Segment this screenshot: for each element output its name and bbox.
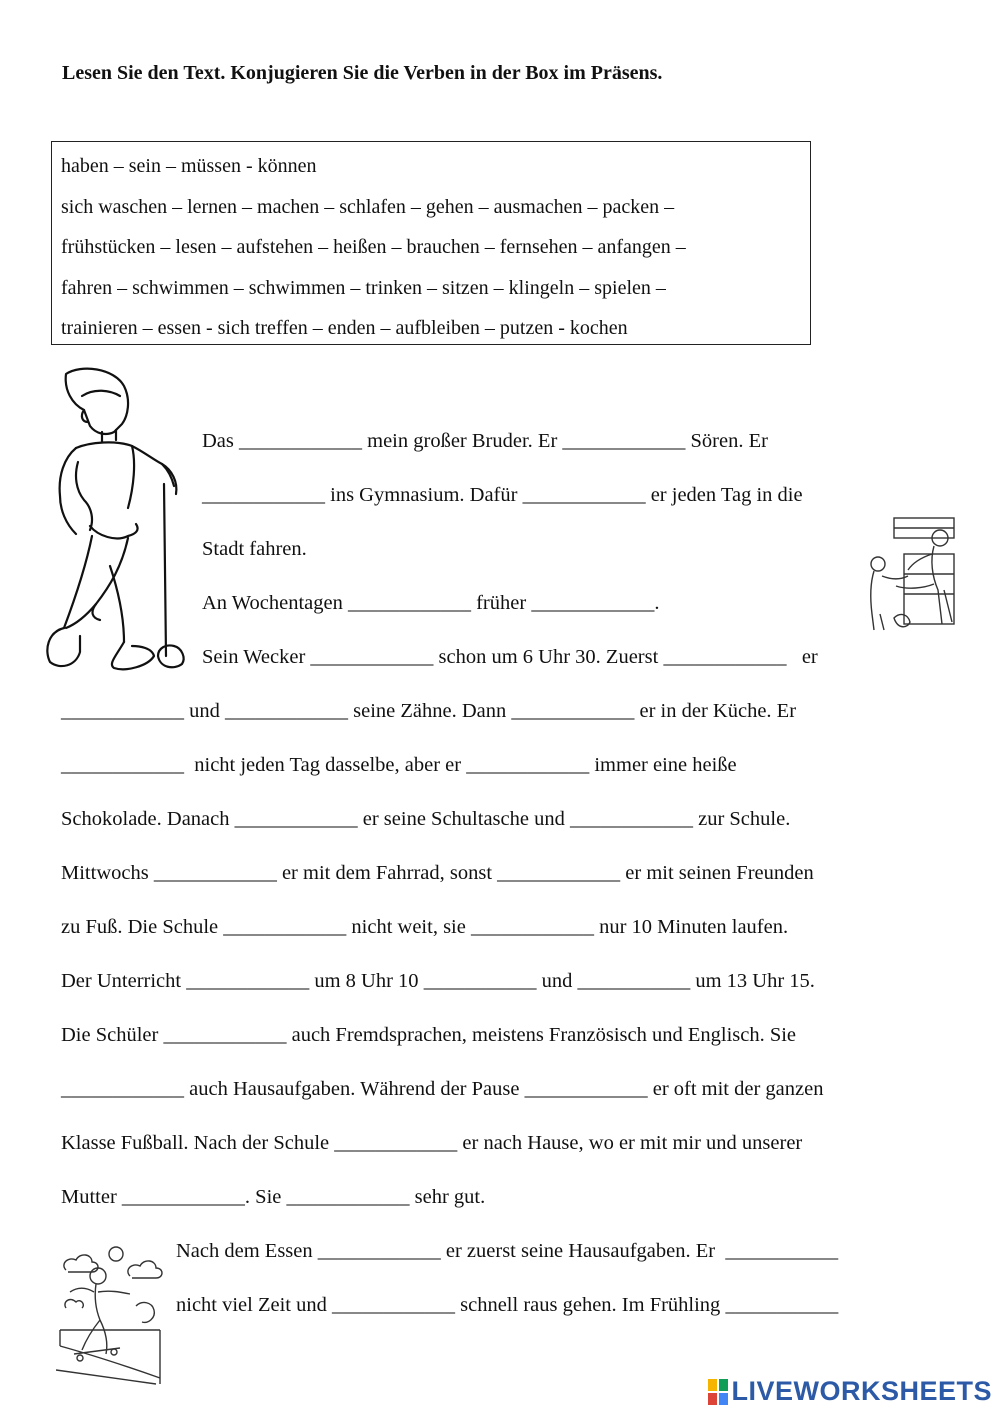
text-segment: nicht viel Zeit und: [176, 1294, 332, 1316]
instruction-heading: Lesen Sie den Text. Konjugieren Sie die Verben in der Box im Präsens.: [62, 62, 663, 84]
text-segment: Die Schüler: [61, 1024, 164, 1046]
text-segment: nur 10 Minuten laufen.: [593, 916, 789, 938]
gap-blank-12[interactable]: ____________: [61, 754, 184, 776]
text-line: [61, 1184, 485, 1210]
gap-blank-11[interactable]: ____________: [511, 700, 635, 722]
text-segment: er nach Hause, wo er mit mir und unserer: [457, 1132, 803, 1154]
gap-blank-15[interactable]: ____________: [569, 808, 693, 830]
gap-blank-14[interactable]: ____________: [234, 808, 358, 830]
text-line: [202, 482, 803, 508]
text-segment: Klasse Fußball. Nach der Schule: [61, 1132, 335, 1154]
gap-blank-8[interactable]: ____________: [663, 646, 787, 668]
text-segment: zur Schule.: [692, 808, 791, 830]
text-segment: An Wochentagen: [202, 592, 348, 614]
verb-line: fahren – schwimmen – schwimmen – trinken – sitzen – klingeln – spielen –: [61, 276, 666, 299]
gap-blank-10[interactable]: ____________: [225, 700, 348, 722]
gap-blank-25[interactable]: ____________: [524, 1078, 648, 1100]
text-segment: er oft mit der ganzen: [647, 1078, 824, 1100]
gap-blank-4[interactable]: ____________: [522, 484, 646, 506]
gap-blank-29[interactable]: ____________: [317, 1240, 441, 1262]
text-segment: und: [184, 700, 225, 722]
text-segment: ins Gymnasium. Dafür: [325, 484, 523, 506]
gap-blank-6[interactable]: ____________: [531, 592, 655, 614]
text-line: [61, 860, 814, 886]
gap-blank-7[interactable]: ____________: [310, 646, 434, 668]
text-line: [202, 536, 307, 562]
boy-illustration: [36, 366, 196, 682]
gap-blank-31[interactable]: ____________: [332, 1294, 455, 1316]
liveworksheets-logo-icon: [708, 1379, 728, 1405]
text-segment: er seine Schultasche und: [357, 808, 570, 830]
text-segment: schnell raus gehen. Im Frühling: [455, 1294, 726, 1316]
text-segment: er mit dem Fahrrad, sonst: [276, 862, 498, 884]
text-segment: um 8 Uhr 10: [309, 970, 424, 992]
text-segment: nicht weit, sie: [346, 916, 471, 938]
gap-blank-9[interactable]: ____________: [61, 700, 184, 722]
text-segment: er in der Küche. Er: [634, 700, 797, 722]
text-segment: mein großer Bruder. Er: [362, 430, 563, 452]
text-line: [61, 1130, 802, 1156]
gap-blank-19[interactable]: ____________: [470, 916, 594, 938]
gap-blank-32[interactable]: ___________: [725, 1294, 839, 1316]
text-line: [61, 752, 737, 778]
gap-blank-18[interactable]: ____________: [223, 916, 347, 938]
gap-blank-30[interactable]: ___________: [725, 1240, 839, 1262]
text-segment: um 13 Uhr 15.: [690, 970, 815, 992]
gap-blank-2[interactable]: ____________: [562, 430, 686, 452]
logo-text: LIVEWORKSHEETS: [731, 1376, 992, 1406]
text-segment: er: [786, 646, 818, 668]
text-segment: .: [654, 592, 660, 614]
text-segment: Mittwochs: [61, 862, 154, 884]
gap-blank-27[interactable]: ____________: [121, 1186, 245, 1208]
text-segment: seine Zähne. Dann: [348, 700, 512, 722]
verb-line: haben – sein – müssen - können: [61, 155, 317, 177]
text-segment: zu Fuß. Die Schule: [61, 916, 224, 938]
text-segment: Stadt fahren.: [202, 538, 307, 560]
text-segment: Sein Wecker: [202, 646, 311, 668]
kitchen-illustration: [864, 514, 964, 634]
gap-blank-3[interactable]: ____________: [202, 484, 325, 506]
text-segment: Schokolade. Danach: [61, 808, 235, 830]
gap-blank-17[interactable]: ____________: [497, 862, 621, 884]
text-line: [61, 806, 790, 832]
verb-line: trainieren – essen - sich treffen – enden – aufbleiben – putzen - kochen: [61, 317, 628, 340]
gap-blank-26[interactable]: ____________: [334, 1132, 458, 1154]
text-segment: . Sie: [244, 1186, 287, 1208]
gap-blank-16[interactable]: ____________: [153, 862, 277, 884]
text-segment: und: [536, 970, 578, 992]
text-line: [61, 1076, 823, 1102]
text-segment: auch Fremdsprachen, meistens Französisch und Englisch. Sie: [286, 1024, 797, 1046]
text-segment: Der Unterricht: [61, 970, 187, 992]
text-line: [202, 590, 659, 616]
gap-blank-21[interactable]: ___________: [423, 970, 537, 992]
text-line: [202, 644, 818, 670]
text-line: [176, 1238, 838, 1264]
text-line: [61, 1022, 796, 1048]
text-line: [176, 1292, 838, 1318]
text-segment: Mutter: [61, 1186, 122, 1208]
text-segment: früher: [470, 592, 532, 614]
verb-line: frühstücken – lesen – aufstehen – heißen – brauchen – fernsehen – anfangen –: [61, 236, 686, 259]
text-segment: immer eine heiße: [589, 754, 737, 776]
gap-blank-1[interactable]: ____________: [239, 430, 363, 452]
gap-blank-23[interactable]: ____________: [163, 1024, 287, 1046]
verb-line: sich waschen – lernen – machen – schlafen – gehen – ausmachen – packen –: [61, 195, 675, 218]
gap-blank-20[interactable]: ____________: [186, 970, 310, 992]
text-segment: nicht jeden Tag dasselbe, aber er: [184, 754, 467, 776]
text-line: [61, 968, 815, 994]
text-segment: Das: [202, 430, 240, 452]
text-segment: er zuerst seine Hausaufgaben. Er: [440, 1240, 726, 1262]
text-line: [61, 698, 796, 724]
liveworksheets-logo[interactable]: [708, 1376, 992, 1407]
skateboarder-illustration: [56, 1246, 168, 1386]
text-segment: schon um 6 Uhr 30. Zuerst: [433, 646, 664, 668]
gap-blank-28[interactable]: ____________: [286, 1186, 410, 1208]
gap-blank-13[interactable]: ____________: [466, 754, 590, 776]
text-segment: er jeden Tag in die: [645, 484, 803, 506]
gap-blank-22[interactable]: ___________: [577, 970, 691, 992]
text-line: [61, 914, 788, 940]
gap-blank-5[interactable]: ____________: [347, 592, 471, 614]
text-line: [202, 428, 768, 454]
text-segment: Sören. Er: [685, 430, 768, 452]
verb-box: [51, 141, 811, 345]
gap-blank-24[interactable]: ____________: [61, 1078, 184, 1100]
text-segment: Nach dem Essen: [176, 1240, 318, 1262]
text-segment: auch Hausaufgaben. Während der Pause: [184, 1078, 525, 1100]
text-segment: er mit seinen Freunden: [620, 862, 814, 884]
text-segment: sehr gut.: [409, 1186, 486, 1208]
